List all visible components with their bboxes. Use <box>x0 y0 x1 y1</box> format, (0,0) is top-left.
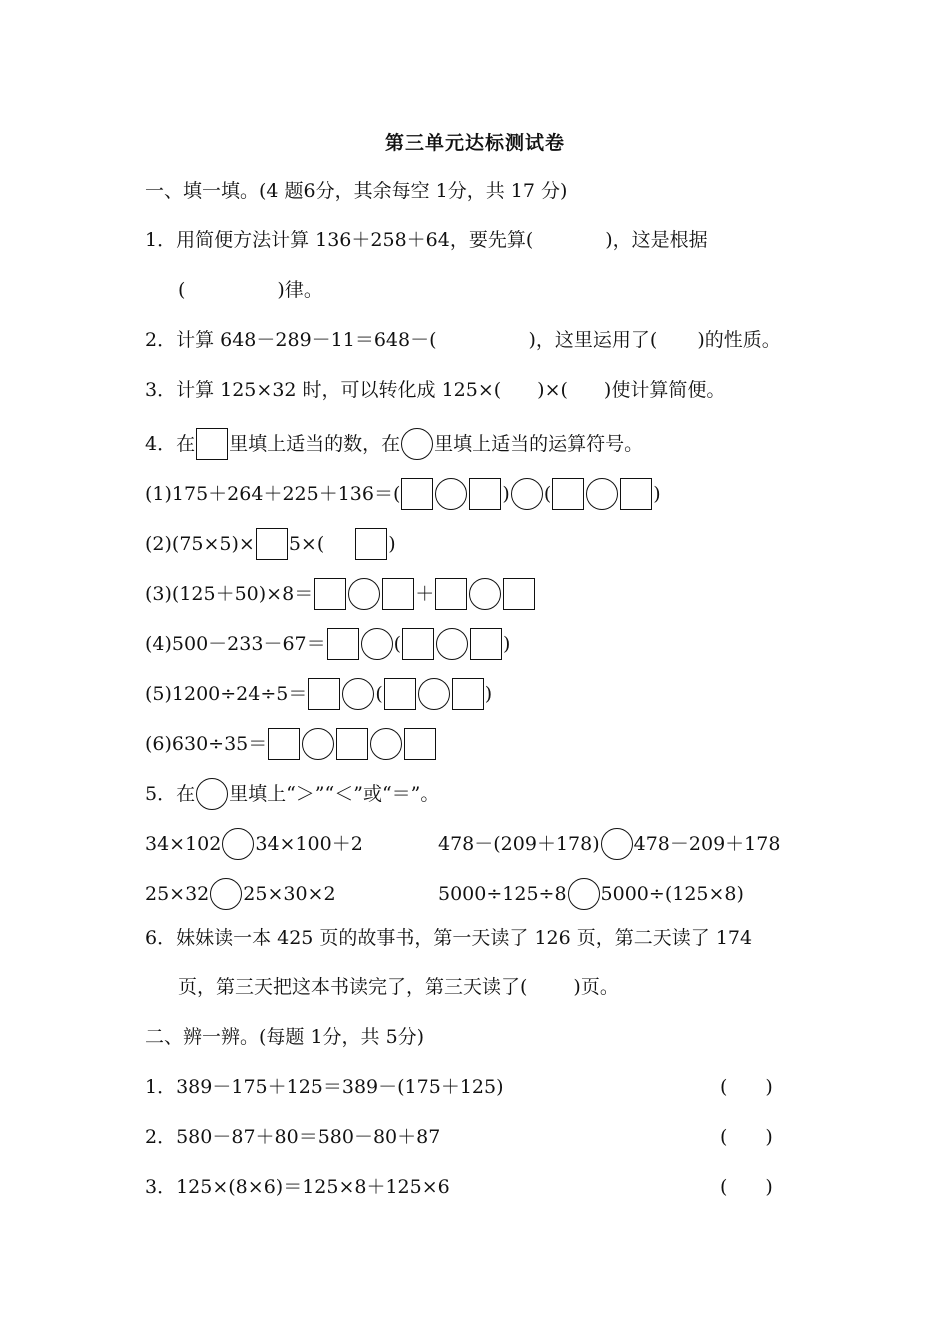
question-4-part-1: (1)175＋264＋225＋136＝( ) ( ) <box>145 478 661 510</box>
number-box[interactable] <box>314 578 346 610</box>
number-box[interactable] <box>382 578 414 610</box>
number-box[interactable] <box>268 728 300 760</box>
number-box[interactable] <box>469 478 501 510</box>
number-box[interactable] <box>620 478 652 510</box>
question-6: 6．妹妹读一本 425 页的故事书，第一天读了 126 页，第二天读了 174 <box>145 927 753 949</box>
number-box[interactable] <box>327 628 359 660</box>
circle-icon <box>196 778 228 810</box>
operator-circle[interactable] <box>348 578 380 610</box>
number-box[interactable] <box>384 678 416 710</box>
question-4-part-6: (6)630÷35＝ <box>145 728 437 760</box>
question-3: 3．计算 125×32 时，可以转化成 125×( )×( )使计算简便。 <box>145 379 726 401</box>
operator-circle[interactable] <box>511 478 543 510</box>
question-4-part-5: (5)1200÷24÷5＝ ( ) <box>145 678 492 710</box>
square-box-icon <box>196 428 228 460</box>
number-box[interactable] <box>452 678 484 710</box>
number-box[interactable] <box>336 728 368 760</box>
judge-answer-1[interactable]: ( ) <box>720 1076 773 1098</box>
question-4-part-2: (2)(75×5)× 5×( ) <box>145 528 396 560</box>
operator-circle[interactable] <box>469 578 501 610</box>
judge-item-2: 2．580－87＋80＝580－80＋87 <box>145 1126 441 1148</box>
number-box[interactable] <box>435 578 467 610</box>
compare-circle[interactable] <box>568 878 600 910</box>
compare-circle[interactable] <box>222 828 254 860</box>
operator-circle[interactable] <box>418 678 450 710</box>
page-title: 第三单元达标测试卷 <box>384 132 565 154</box>
question-4-part-4: (4)500－233－67＝ ( ) <box>145 628 510 660</box>
section2-heading: 二、辨一辨。(每题 1分，共 5分) <box>145 1026 425 1048</box>
number-box[interactable] <box>355 528 387 560</box>
judge-answer-3[interactable]: ( ) <box>720 1176 773 1198</box>
section1-heading: 一、填一填。(4 题6分，其余每空 1分，共 17 分) <box>145 180 568 202</box>
operator-circle[interactable] <box>435 478 467 510</box>
question-1-cont: ( )律。 <box>178 279 323 301</box>
number-box[interactable] <box>402 628 434 660</box>
operator-circle[interactable] <box>342 678 374 710</box>
compare-3: 25×32 25×30×2 <box>145 878 336 910</box>
number-box[interactable] <box>470 628 502 660</box>
operator-circle[interactable] <box>436 628 468 660</box>
compare-1: 34×102 34×100＋2 <box>145 828 363 860</box>
number-box[interactable] <box>404 728 436 760</box>
judge-answer-2[interactable]: ( ) <box>720 1126 773 1148</box>
question-6-cont: 页，第三天把这本书读完了，第三天读了( )页。 <box>178 976 619 998</box>
question-4: 4．在 里填上适当的数，在 里填上适当的运算符号。 <box>145 428 643 460</box>
number-box[interactable] <box>256 528 288 560</box>
number-box[interactable] <box>552 478 584 510</box>
judge-item-1: 1．389－175＋125＝389－(175＋125) <box>145 1076 504 1098</box>
compare-4: 5000÷125÷8 5000÷(125×8) <box>438 878 744 910</box>
question-1: 1．用简便方法计算 136＋258＋64，要先算( )，这是根据 <box>145 229 708 251</box>
number-box[interactable] <box>308 678 340 710</box>
operator-circle[interactable] <box>302 728 334 760</box>
compare-2: 478－(209＋178) 478－209＋178 <box>438 828 780 860</box>
operator-circle[interactable] <box>586 478 618 510</box>
question-2: 2．计算 648－289－11＝648－( )，这里运用了( )的性质。 <box>145 329 781 351</box>
operator-circle[interactable] <box>361 628 393 660</box>
operator-circle[interactable] <box>370 728 402 760</box>
compare-circle[interactable] <box>210 878 242 910</box>
circle-icon <box>401 428 433 460</box>
question-5: 5．在 里填上“＞”“＜”或“＝”。 <box>145 778 439 810</box>
judge-item-3: 3．125×(8×6)＝125×8＋125×6 <box>145 1176 450 1198</box>
question-4-part-3: (3)(125＋50)×8＝ ＋ <box>145 578 536 610</box>
number-box[interactable] <box>401 478 433 510</box>
compare-circle[interactable] <box>601 828 633 860</box>
number-box[interactable] <box>503 578 535 610</box>
